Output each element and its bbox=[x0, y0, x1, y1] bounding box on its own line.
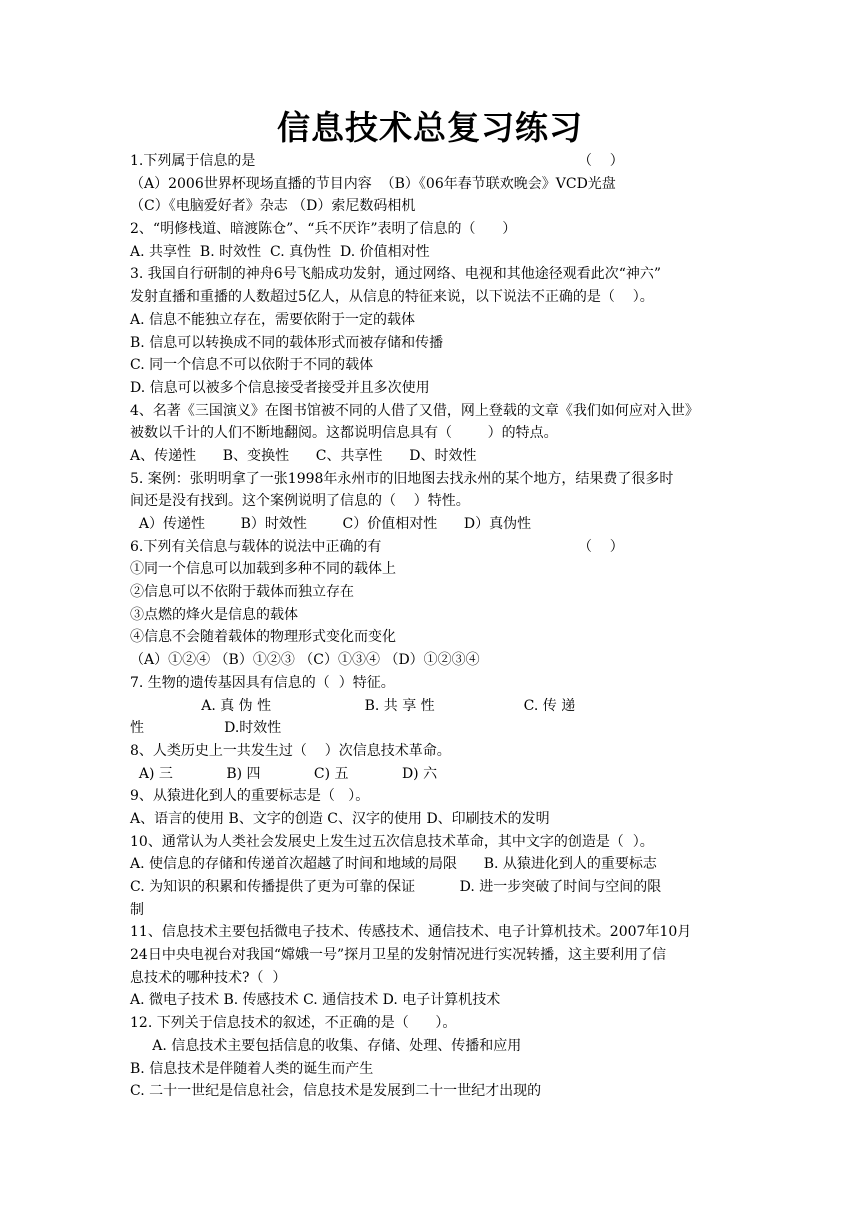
question-5-options: A）传递性 B）时效性 C）价值相对性 D）真伪性 bbox=[130, 516, 532, 532]
question-3-option-d: D. 信息可以被多个信息接受者接受并且多次使用 bbox=[130, 379, 430, 396]
question-7-options-line-1: A. 真 伪 性 B. 共 享 性 C. 传 递 bbox=[130, 697, 576, 714]
question-12-option-b: B. 信息技术是伴随着人类的诞生而产生 bbox=[130, 1060, 374, 1077]
question-7-options-line-2: 性 D.时效性 bbox=[130, 720, 282, 737]
question-9-stem: 9、从猿进化到人的重要标志是（ ）。 bbox=[130, 788, 370, 805]
question-6-statement-4: ④信息不会随着载体的物理形式变化而变化 bbox=[130, 629, 396, 646]
question-3-stem-line-2: 发射直播和重播的人数超过5亿人，从信息的特征来说，以下说法不正确的是（ ）。 bbox=[130, 289, 654, 306]
question-4-stem-line-2: 被数以千计的人们不断地翻阅。这都说明信息具有（ ）的特点。 bbox=[130, 425, 558, 442]
question-2-options: A. 共享性 B. 时效性 C. 真伪性 D. 价值相对性 bbox=[130, 243, 430, 260]
question-12-stem: 12. 下列关于信息技术的叙述，不正确的是（ ）。 bbox=[130, 1015, 457, 1032]
question-6-statement-3: ③点燃的烽火是信息的载体 bbox=[130, 606, 298, 623]
question-9-options: A、语言的使用 B、文字的创造 C、汉字的使用 D、印刷技术的发明 bbox=[130, 810, 550, 827]
question-3-stem-line-1: 3. 我国自行研制的神舟6号飞船成功发射，通过网络、电视和其他途径观看此次“神六” bbox=[130, 266, 662, 283]
question-1-answer-bracket: （ ） bbox=[578, 153, 624, 169]
question-3-option-c: C. 同一个信息不可以依附于不同的载体 bbox=[130, 357, 374, 374]
question-1-options-cd: （C）《电脑爱好者》杂志 （D）索尼数码相机 bbox=[130, 198, 416, 215]
document-body bbox=[130, 150, 732, 1103]
question-3-option-b: B. 信息可以转换成不同的载体形式而被存储和传播 bbox=[130, 334, 444, 351]
question-11-options: A. 微电子技术 B. 传感技术 C. 通信技术 D. 电子计算机技术 bbox=[130, 992, 501, 1009]
question-10-options-cd-wrap: 制 bbox=[130, 901, 144, 918]
question-6-stem: 6.下列有关信息与载体的说法中正确的有 bbox=[130, 538, 382, 555]
question-4-options: A、传递性 B、变换性 C、共享性 D、时效性 bbox=[130, 447, 477, 464]
question-10-options-cd: C. 为知识的积累和传播提供了更为可靠的保证 D. 进一步突破了时间与空间的限 bbox=[130, 879, 662, 895]
question-10-options-ab: A. 使信息的存储和传递首次超越了时间和地域的局限 B. 从猿进化到人的重要标志 bbox=[130, 856, 657, 873]
question-6-statement-2: ②信息可以不依附于载体而独立存在 bbox=[130, 584, 354, 601]
question-3-option-a: A. 信息不能独立存在，需要依附于一定的载体 bbox=[130, 311, 416, 328]
question-7-stem: 7. 生物的遗传基因具有信息的（ ）特征。 bbox=[130, 674, 395, 691]
question-12-option-a: A. 信息技术主要包括信息的收集、存储、处理、传播和应用 bbox=[130, 1037, 522, 1054]
question-8-options: A) 三 B) 四 C) 五 D) 六 bbox=[130, 765, 438, 782]
question-6-answer-bracket: （ ） bbox=[578, 539, 624, 555]
question-11-stem-line-1: 11、信息技术主要包括微电子技术、传感技术、通信技术、电子计算机技术。2007年10月 bbox=[130, 924, 692, 941]
document-title: 信息技术总复习练习 bbox=[277, 108, 583, 147]
question-5-stem-line-2: 间还是没有找到。这个案例说明了信息的（ ）特性。 bbox=[130, 493, 470, 510]
question-1-options-ab: （A）2006世界杯现场直播的节目内容 （B）《06年春节联欢晚会》VCD光盘 bbox=[130, 175, 616, 192]
question-8-stem: 8、人类历史上一共发生过（ ）次信息技术革命。 bbox=[130, 742, 451, 759]
question-10-stem: 10、通常认为人类社会发展史上发生过五次信息技术革命，其中文字的创造是（ ）。 bbox=[130, 833, 654, 850]
question-1-stem: 1.下列属于信息的是 bbox=[130, 153, 256, 169]
question-12-option-c: C. 二十一世纪是信息社会，信息技术是发展到二十一世纪才出现的 bbox=[130, 1083, 542, 1100]
question-6-statement-1: ①同一个信息可以加载到多种不同的载体上 bbox=[130, 561, 396, 578]
question-2-stem: 2、“明修栈道、暗渡陈仓”、“兵不厌诈”表明了信息的（ ） bbox=[130, 221, 517, 238]
question-11-stem-line-2: 24日中央电视台对我国“嫦娥一号”探月卫星的发射情况进行实况转播，这主要利用了信 bbox=[130, 947, 667, 964]
question-6-options: （A）①②④ （B）①②③ （C）①③④ （D）①②③④ bbox=[130, 652, 480, 669]
question-4-stem-line-1: 4、名著《三国演义》在图书馆被不同的人借了又借，网上登载的文章《我们如何应对入世》 bbox=[130, 402, 699, 419]
question-11-stem-line-3: 息技术的哪种技术?（ ） bbox=[130, 969, 287, 986]
question-5-stem-line-1: 5. 案例：张明明拿了一张1998年永州市的旧地图去找永州的某个地方，结果费了很多时 bbox=[130, 470, 674, 487]
